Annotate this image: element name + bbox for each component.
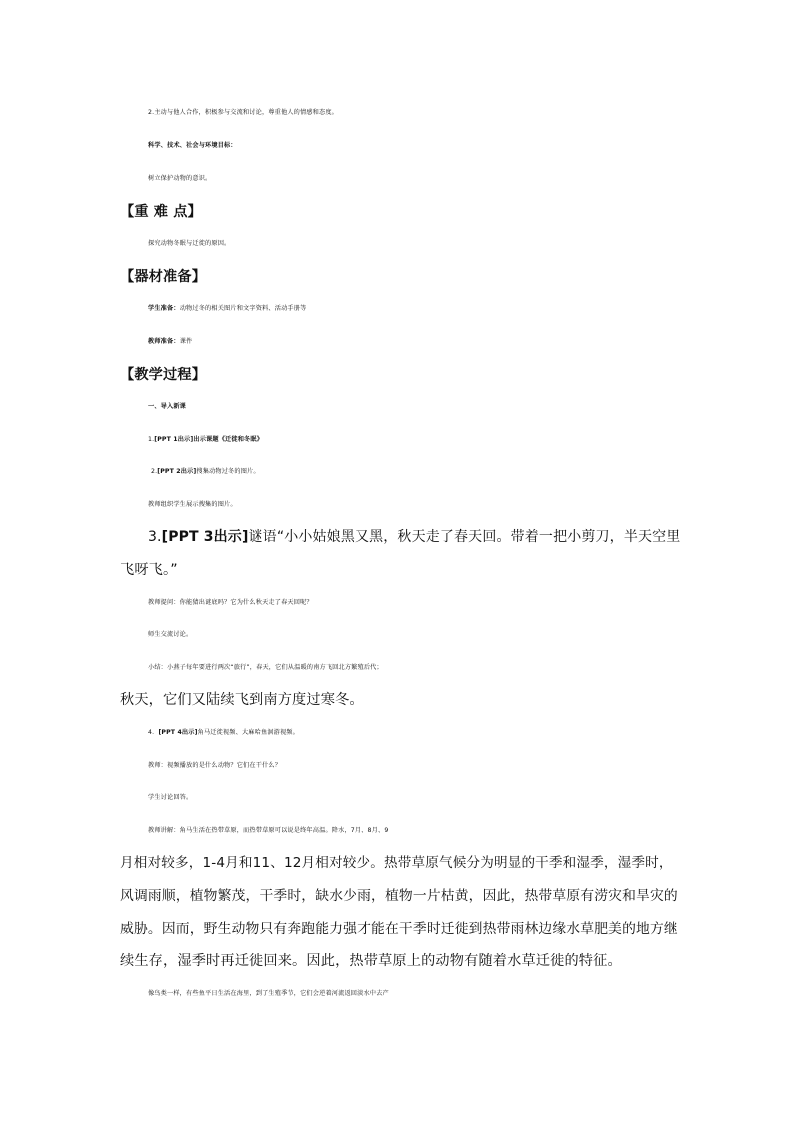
explain-line-3: 风调雨顺，植物繁茂，干季时，缺水少雨，植物一片枯黄，因此，热带草原有涝灾和旱灾的 [120, 888, 678, 904]
section-1-heading: 一、导入新课 [148, 403, 187, 410]
process-heading: 【教学过程】 [120, 367, 207, 383]
step-3-tag: [PPT 3出示] [161, 529, 249, 545]
materials-heading: 【器材准备】 [120, 269, 207, 285]
step-1-tag: [PPT 1出示] [154, 436, 194, 443]
sts-heading: 科学、技术、社会与环境目标： [148, 142, 237, 149]
student-prep-label: 学生准备： [148, 305, 180, 312]
step-4-tag: [PPT 4出示] [158, 729, 198, 736]
student-answer: 学生讨论回答。 [148, 794, 193, 801]
teacher-question-2: 教师：视频播放的是什么动物？它们在干什么？ [148, 762, 282, 769]
step-3-riddle: 谜语“小小姑娘黑又黑，秋天走了春天回。带着一把小剪刀，半天空里 [248, 529, 681, 545]
sts-goal: 树立保护动物的意识。 [148, 175, 212, 182]
key-point-text: 探究动物冬眠与迁徙的原因。 [148, 240, 231, 247]
step-1 [148, 429, 708, 451]
step-2-number: 2. [151, 468, 158, 475]
step-4-text: 角马迁徙视频、大麻哈鱼洄游视频。 [197, 729, 299, 736]
teacher-question-1: 教师提问：你能猜出谜底吗？它为什么秋天走了春天回呢？ [148, 599, 313, 606]
step-2 [151, 461, 711, 483]
explain-line-5: 续生存，湿季时再迁徙回来。因此，热带草原上的动物有随着水草迁徙的特征。 [120, 953, 622, 969]
step-2-text: 搜集动物过冬的图片。 [196, 468, 260, 475]
student-prep [148, 298, 708, 320]
fish-line-1: 像鸟类一样，有些鱼平日生活在海里，到了生殖季节，它们会逆着河流返回淡水中去产 [148, 990, 389, 997]
teacher-prep-text: 课件 [179, 338, 193, 345]
step-3-number: 3. [148, 529, 162, 545]
step-4-number: 4． [148, 729, 159, 736]
teacher-prep [148, 331, 708, 353]
step-2-note: 教师组织学生展示搜集的图片。 [148, 501, 237, 508]
step-4 [148, 722, 708, 744]
student-prep-text: 动物过冬的相关图片和文字资料、活动手册等 [179, 305, 307, 312]
goal-2: 2.主动与他人合作，积极参与交流和讨论，尊重他人的情感和态度。 [148, 109, 338, 116]
step-3-line-2: 飞呀飞。” [120, 562, 178, 578]
summary-line-1: 小结：小燕子每年要进行两次“旅行”，春天，它们从温暖的南方飞回北方繁殖后代； [148, 664, 383, 671]
summary-line-2: 秋天，它们又陆续飞到南方度过寒冬。 [120, 692, 364, 708]
explain-line-4: 威胁。因而，野生动物只有奔跑能力强才能在干季时迁徙到热带雨林边缘水草肥美的地方继 [120, 921, 678, 937]
explain-line-1: 教师讲解：角马生活在热带草原，而热带草原可以说是终年高温。降水，7月、8月、9 [148, 827, 389, 834]
step-1-text: 出示课题《迁徙和冬眠》 [193, 436, 264, 443]
step-2-tag: [PPT 2出示] [157, 468, 197, 475]
step-1-number: 1. [148, 436, 155, 443]
step-3-line-1 [148, 526, 681, 548]
key-points-heading: 【重 难 点】 [120, 204, 202, 220]
explain-line-2: 月相对较多，1-4月和11、12月相对较少。热带草原气候分为明显的干季和湿季，湿季时， [120, 855, 673, 871]
discussion-1: 师生交流讨论。 [148, 631, 193, 638]
teacher-prep-label: 教师准备： [148, 338, 180, 345]
